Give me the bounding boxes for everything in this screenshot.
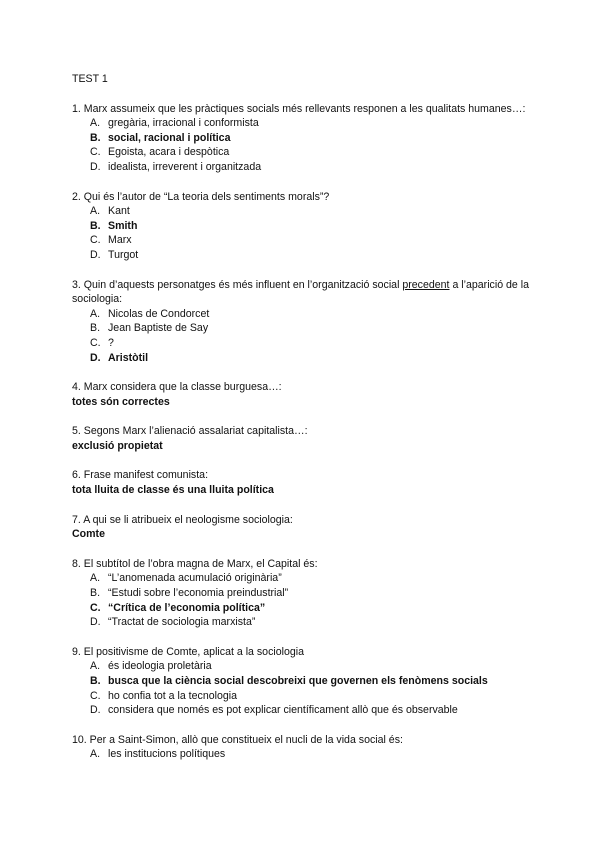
question-text: 6. Frase manifest comunista: [72, 469, 209, 482]
question-text: 9. El positivisme de Comte, aplicat a la sociologia [72, 645, 304, 658]
option-d: D. Turgot [90, 248, 139, 261]
option-d: D. considera que només es pot explicar científicament allò que és observable [90, 704, 458, 717]
option-b-correct: B. busca que la ciència social descobreixi que governen els fenòmens socials [90, 675, 488, 687]
question-9 [72, 645, 530, 718]
question-3 [72, 278, 530, 366]
question-text: 7. A qui se li atribueix el neologisme sociologia: [72, 513, 293, 526]
option-c: C. ho confia tot a la tecnologia [90, 689, 237, 702]
option-c-correct: C. “Crítica de l’economia política” [90, 601, 266, 614]
options-list [72, 204, 530, 262]
option-a: A. és ideologia proletària [90, 660, 212, 673]
question-6 [72, 468, 530, 497]
question-2 [72, 190, 530, 263]
question-text: 2. Qui és l’autor de “La teoria dels sentiments morals”? [72, 190, 330, 203]
option-b: B. “Estudi sobre l’economia preindustrial” [90, 587, 289, 600]
options-list [72, 116, 530, 174]
option-a: A. Nicolas de Condorcet [90, 307, 210, 320]
question-text: 4. Marx considera que la classe burguesa…: [72, 381, 282, 394]
question-4 [72, 380, 530, 409]
question-text: 1. Marx assumeix que les pràctiques socials més rellevants responen a les qualitats humanes…: [72, 102, 526, 115]
options-list [72, 571, 530, 629]
option-c: C. Egoista, acara i despòtica [90, 146, 230, 159]
answer-text: tota lluita de classe és una lluita política [72, 484, 274, 497]
options-list [72, 659, 530, 717]
question-10 [72, 733, 530, 762]
option-d: D. “Tractat de sociologia marxista” [90, 616, 256, 629]
option-a: A. Kant [90, 205, 130, 218]
answer-text: Comte [72, 528, 105, 541]
question-5 [72, 424, 530, 453]
question-text: 10. Per a Saint-Simon, allò que constitueix el nucli de la vida social és: [72, 733, 403, 746]
option-b: B. Jean Baptiste de Say [90, 322, 209, 335]
option-d: D. idealista, irreverent i organitzada [90, 160, 262, 173]
option-d-correct: D. Aristòtil [90, 351, 149, 364]
question-8 [72, 557, 530, 630]
options-list [72, 747, 530, 762]
question-7 [72, 513, 530, 542]
question-1 [72, 102, 530, 175]
answer-text: totes són correctes [72, 395, 170, 408]
question-text: 8. El subtítol de l’obra magna de Marx, el Capital és: [72, 557, 318, 570]
options-list [72, 307, 530, 365]
question-text: 3. Quin d’aquests personatges és més influent en l’organització social precedent a l’aparició de la sociologia: [72, 278, 529, 306]
option-a: A. “L’anomenada acumulació originària” [90, 572, 282, 585]
option-a: A. les institucions polítiques [90, 748, 226, 761]
option-b-correct: B. social, racional i política [90, 131, 231, 144]
answer-text: exclusió propietat [72, 439, 163, 452]
option-a: A. gregària, irracional i conformista [90, 117, 259, 130]
option-c: C. Marx [90, 234, 132, 247]
test-title: TEST 1 [72, 73, 108, 85]
option-c: C. ? [90, 336, 114, 349]
question-text: 5. Segons Marx l’alienació assalariat capitalista…: [72, 425, 308, 438]
underlined-word: precedent [402, 278, 450, 291]
option-b-correct: B. Smith [90, 219, 138, 232]
